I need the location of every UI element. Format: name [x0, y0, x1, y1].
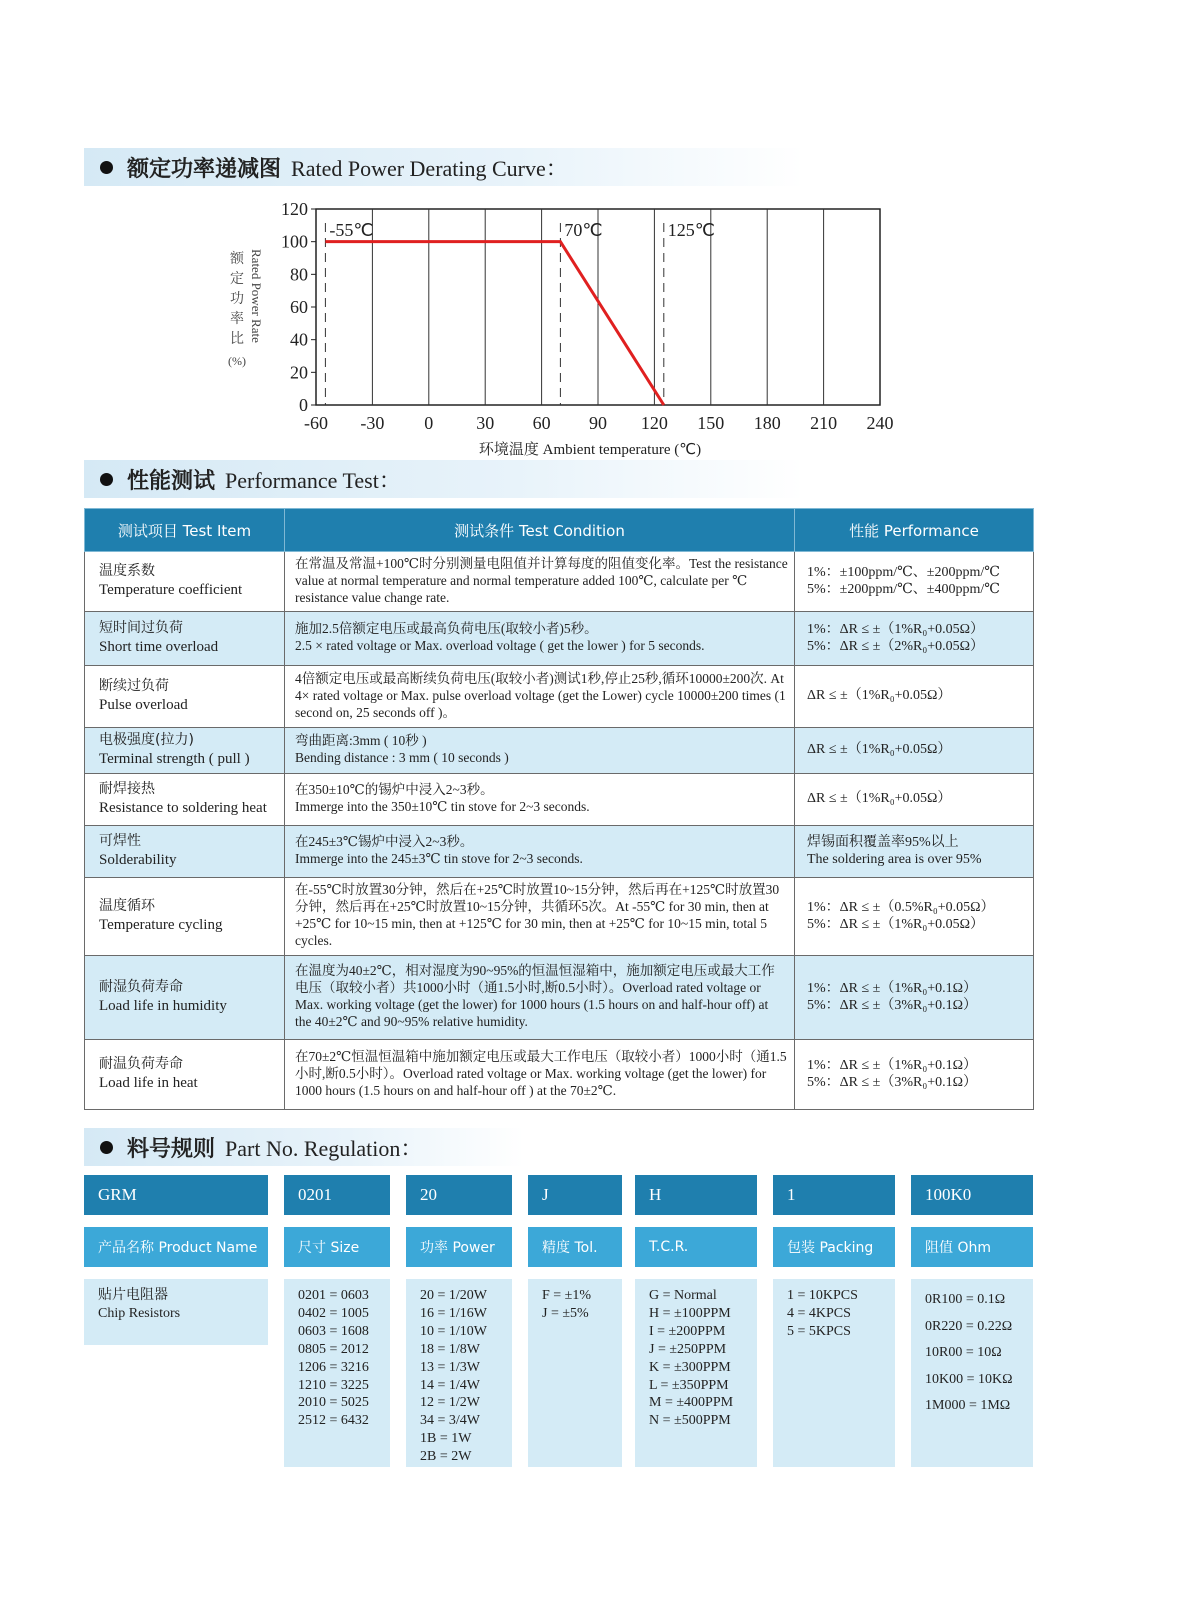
partno-value: G = Normal: [649, 1288, 717, 1303]
partno-label: 精度 Tol.: [528, 1227, 622, 1267]
x-tick-label: 210: [810, 413, 838, 433]
partno-value: 14 = 1/4W: [420, 1377, 480, 1393]
x-tick-label: 120: [640, 413, 668, 433]
x-tick-label: 90: [589, 413, 607, 433]
x-tick-label: 180: [753, 413, 781, 433]
test-item-cell: [85, 1039, 285, 1109]
test-item-en: Temperature cycling: [99, 916, 223, 933]
performance-value: ΔR ≤ ±（1%R₀+0.05Ω）: [807, 791, 952, 807]
marker-label: 125℃: [667, 220, 716, 240]
performance-cell: [795, 611, 1034, 665]
test-item-zh: 耐湿负荷寿命: [99, 979, 183, 995]
x-tick-label: 0: [424, 413, 434, 433]
test-item-cell: [85, 552, 285, 612]
table-row: [85, 611, 1034, 665]
partno-value: J = ±250PPM: [649, 1341, 727, 1357]
partno-value: 0402 = 1005: [298, 1305, 369, 1321]
x-tick-label: 240: [866, 413, 894, 433]
performance-value: 1%：ΔR ≤ ±（1%R₀+0.05Ω）: [807, 621, 985, 637]
partno-value: Chip Resistors: [98, 1305, 181, 1321]
performance-cell: [795, 877, 1034, 955]
x-tick-label: -30: [360, 413, 385, 433]
partno-value: 0805 = 2012: [298, 1341, 369, 1357]
table-header-row: [85, 509, 1034, 552]
partno-value: N = ±500PPM: [649, 1413, 731, 1429]
partno-value: 1 = 10KPCS: [787, 1288, 858, 1303]
partno-value: 4 = 4KPCS: [787, 1305, 851, 1321]
table-row: [85, 877, 1034, 955]
partno-values: [773, 1279, 895, 1467]
derating-title-en: Rated Power Derating Curve：: [291, 155, 568, 181]
test-item-en: Load life in humidity: [99, 997, 227, 1014]
y-axis-label-zh-char: 率: [230, 311, 244, 327]
partno-values: [406, 1279, 512, 1467]
performance-cell: [795, 1039, 1034, 1109]
x-tick-label: 150: [697, 413, 725, 433]
test-condition-text: 在70±2℃恒温恒温箱中施加额定电压或最大工作电压（取较小者）1000小时（通1.5小时,断0.5小时）。Overload rated voltage or Max. working voltage (get the lower) for 1000 hours (1.5 hours on and half-hour off ) at the 70±2℃.: [295, 1048, 787, 1098]
bullet-icon: [100, 1141, 113, 1154]
partno-code: 20: [406, 1175, 512, 1215]
table-row: [85, 773, 1034, 825]
partno-value: I = ±200PPM: [649, 1323, 726, 1339]
test-condition-cell: [285, 552, 795, 612]
table-row: [85, 727, 1034, 773]
partno-value: 20 = 1/20W: [420, 1288, 487, 1303]
partno-value: 1M000 = 1MΩ: [925, 1398, 1011, 1414]
table-row: [85, 665, 1034, 727]
header-test-item: 测试项目 Test Item: [85, 509, 285, 552]
y-axis-label-en: Rated Power Rate: [249, 249, 264, 343]
y-tick-label: 0: [299, 395, 308, 415]
table-row: [85, 1039, 1034, 1109]
partno-code: GRM: [84, 1175, 268, 1215]
performance-cell: [795, 773, 1034, 825]
partno-values: [84, 1279, 268, 1345]
test-condition-text: 弯曲距离:3mm ( 10秒 ): [295, 733, 427, 749]
test-condition-text: 在245±3℃锡炉中浸入2~3秒。: [295, 834, 474, 850]
test-condition-text: Bending distance : 3 mm ( 10 seconds ): [295, 750, 509, 766]
partno-code: J: [528, 1175, 622, 1215]
performance-cell: [795, 727, 1034, 773]
test-item-zh: 电极强度(拉力): [99, 732, 194, 748]
performance-value: 1%：±100ppm/℃、±200ppm/℃: [807, 564, 1000, 580]
partno-column: [406, 1175, 512, 1467]
x-tick-label: 60: [532, 413, 551, 433]
partno-code: 100K0: [911, 1175, 1033, 1215]
test-item-zh: 温度循环: [99, 898, 155, 914]
y-tick-label: 40: [290, 329, 308, 350]
test-condition-text: 在常温及常温+100℃时分别测量电阻值并计算每度的阻值变化率。Test the resistance value at normal temperature and normal temperature added 100℃, calculate per ℃ resistance value change rate.: [295, 556, 788, 605]
y-axis-label-zh-char: 额: [230, 251, 244, 267]
partno-code: H: [635, 1175, 757, 1215]
test-item-en: Temperature coefficient: [99, 581, 243, 598]
marker-label: 70℃: [564, 220, 603, 240]
partno-value: 10R00 = 10Ω: [925, 1345, 1002, 1361]
derating-section-title: [84, 148, 804, 186]
partno-title-en: Part No. Regulation：: [225, 1135, 423, 1161]
header-test-condition: 测试条件 Test Condition: [285, 509, 795, 552]
partno-value: 1206 = 3216: [298, 1359, 369, 1375]
test-condition-text: Immerge into the 350±10℃ tin stove for 2~3 seconds.: [295, 799, 590, 815]
test-item-zh: 短时间过负荷: [99, 620, 183, 636]
partno-value: J = ±5%: [542, 1305, 589, 1321]
partno-values: [284, 1279, 390, 1467]
test-condition-text: 2.5 × rated voltage or Max. overload voltage ( get the lower ) for 5 seconds.: [295, 638, 705, 654]
test-item-zh: 温度系数: [99, 563, 155, 580]
partno-value: K = ±300PPM: [649, 1359, 731, 1375]
performance-value: 5%：ΔR ≤ ±（2%R₀+0.05Ω）: [807, 639, 985, 655]
test-item-cell: [85, 611, 285, 665]
partno-value: 13 = 1/3W: [420, 1359, 480, 1375]
performance-value: ΔR ≤ ±（1%R₀+0.05Ω）: [807, 742, 952, 758]
partno-value: 18 = 1/8W: [420, 1341, 480, 1357]
partno-column: [284, 1175, 390, 1467]
test-item-zh: 耐焊接热: [99, 781, 155, 797]
performance-cell: [795, 955, 1034, 1039]
partno-column: [635, 1175, 757, 1467]
performance-value: 1%：ΔR ≤ ±（1%R₀+0.1Ω）: [807, 1057, 978, 1073]
y-tick-label: 120: [281, 199, 308, 219]
bullet-icon: [100, 473, 113, 486]
performance-value: 5%：ΔR ≤ ±（3%R₀+0.1Ω）: [807, 998, 978, 1014]
partno-value: 贴片电阻器: [98, 1287, 168, 1303]
test-item-zh: 可焊性: [99, 833, 141, 849]
test-item-en: Short time overload: [99, 638, 219, 655]
performance-value: 1%：ΔR ≤ ±（1%R₀+0.1Ω）: [807, 980, 978, 996]
partno-value: 1B = 1W: [420, 1431, 472, 1447]
bullet-icon: [100, 161, 113, 174]
test-item-en: Terminal strength ( pull ): [99, 750, 250, 767]
performance-table: [84, 508, 1034, 1110]
test-item-zh: 断续过负荷: [99, 678, 169, 694]
test-condition-cell: [285, 727, 795, 773]
table-row: [85, 552, 1034, 612]
partno-value: 2010 = 5025: [298, 1395, 369, 1411]
partno-value: H = ±100PPM: [649, 1305, 731, 1321]
partno-values: [911, 1279, 1033, 1467]
y-tick-label: 80: [290, 264, 308, 285]
partno-values: [528, 1279, 622, 1467]
test-condition-text: 在温度为40±2℃，相对湿度为90~95%的恒温恒湿箱中，施加额定电压或最大工作电压（取较小者）共1000小时（通1.5小时,断0.5小时）。Overload rated voltage or Max. working voltage (get the lower) for 1000 hours (1.5 hours on and half-hour off) at the 40±2℃ and 90~95% relative humidity.: [295, 963, 775, 1029]
partno-value: 0603 = 1608: [298, 1323, 369, 1339]
test-condition-cell: [285, 825, 795, 877]
partno-title-zh: 料号规则: [127, 1136, 216, 1162]
table-row: [85, 955, 1034, 1039]
partno-value: 0201 = 0603: [298, 1288, 369, 1303]
performance-value: 5%：ΔR ≤ ±（1%R₀+0.05Ω）: [807, 917, 985, 933]
test-condition-text: Immerge into the 245±3℃ tin stove for 2~3 seconds.: [295, 851, 583, 867]
performance-value: 5%：ΔR ≤ ±（3%R₀+0.1Ω）: [807, 1075, 978, 1091]
partno-label: 阻值 Ohm: [911, 1227, 1033, 1267]
derating-title-zh: 额定功率递减图: [127, 156, 282, 182]
partno-value: 16 = 1/16W: [420, 1305, 487, 1321]
partno-column: [911, 1175, 1033, 1467]
test-condition-text: 4倍额定电压或最高断续负荷电压(取较小者)测试1秒,停止25秒,循环10000±200次. At 4× rated voltage or Max. pulse overload voltage (get the Lower) cycle 10000±200 times (1 second on, 25 seconds off )。: [295, 670, 786, 720]
performance-value: 1%：ΔR ≤ ±（0.5%R₀+0.05Ω）: [807, 899, 995, 915]
partno-code: 1: [773, 1175, 895, 1215]
partno-value: 10 = 1/10W: [420, 1323, 487, 1339]
performance-cell: [795, 552, 1034, 612]
y-axis-label-zh-char: 定: [230, 271, 244, 287]
partno-code: 0201: [284, 1175, 390, 1215]
test-item-en: Pulse overload: [99, 696, 188, 713]
test-item-en: Solderability: [99, 851, 177, 868]
test-item-cell: [85, 665, 285, 727]
partno-label: 产品名称 Product Name: [84, 1227, 268, 1267]
test-condition-cell: [285, 773, 795, 825]
test-condition-text: 在-55℃时放置30分钟，然后在+25℃时放置10~15分钟，然后再在+125℃时放置30分钟，然后再在+25℃时放置10~15分钟，共循环5次。At -55℃ for 30 min, then at +25℃ for 10~15 min, then at +125℃ for 30 min, then at +25℃ for 10~15 min, total 5 cycles.: [295, 882, 780, 948]
partno-value: L = ±350PPM: [649, 1377, 729, 1393]
table-row: [85, 825, 1034, 877]
partno-label: T.C.R.: [635, 1227, 757, 1267]
test-condition-cell: [285, 611, 795, 665]
performance-section-title: [84, 460, 804, 498]
derating-chart: [210, 195, 930, 465]
partno-label: 尺寸 Size: [284, 1227, 390, 1267]
partno-value: 2B = 2W: [420, 1449, 472, 1465]
marker-label: -55℃: [329, 220, 374, 240]
partno-value: 10K00 = 10KΩ: [925, 1371, 1013, 1387]
y-tick-label: 60: [290, 297, 308, 317]
partno-value: 0R100 = 0.1Ω: [925, 1292, 1006, 1307]
test-item-cell: [85, 955, 285, 1039]
partno-column: [528, 1175, 622, 1467]
partno-label: 功率 Power: [406, 1227, 512, 1267]
partno-values: [635, 1279, 757, 1467]
partno-label: 包装 Packing: [773, 1227, 895, 1267]
x-tick-label: 30: [476, 413, 495, 433]
x-tick-label: -60: [304, 413, 328, 433]
test-condition-cell: [285, 955, 795, 1039]
test-item-cell: [85, 877, 285, 955]
test-condition-text: 施加2.5倍额定电压或最高负荷电压(取较小者)5秒。: [295, 621, 598, 637]
y-axis-label-zh-char: 功: [230, 291, 244, 307]
performance-title-zh: 性能测试: [127, 468, 216, 494]
y-axis-label-zh-char: 比: [230, 331, 244, 347]
test-condition-cell: [285, 1039, 795, 1109]
partno-section-title: [84, 1128, 524, 1166]
test-item-cell: [85, 727, 285, 773]
partno-column: [84, 1175, 268, 1345]
test-condition-text: 在350±10℃的锡炉中浸入2~3秒。: [295, 782, 494, 798]
partno-value: 12 = 1/2W: [420, 1395, 480, 1411]
y-axis-label-unit: (%): [228, 354, 246, 368]
partno-value: 2512 = 6432: [298, 1413, 369, 1429]
test-item-en: Resistance to soldering heat: [99, 799, 267, 816]
x-axis-label: 环境温度 Ambient temperature (℃): [478, 442, 702, 458]
test-item-en: Load life in heat: [99, 1074, 198, 1091]
performance-value: 5%：±200ppm/℃、±400ppm/℃: [807, 582, 1000, 598]
test-item-zh: 耐温负荷寿命: [99, 1056, 183, 1072]
test-item-cell: [85, 825, 285, 877]
y-tick-label: 100: [281, 231, 308, 252]
partno-value: 0R220 = 0.22Ω: [925, 1318, 1013, 1334]
test-condition-cell: [285, 665, 795, 727]
performance-title-en: Performance Test：: [225, 467, 401, 493]
partno-value: 5 = 5KPCS: [787, 1323, 851, 1339]
y-tick-label: 20: [290, 362, 308, 383]
partno-value: M = ±400PPM: [649, 1395, 734, 1411]
performance-value: ΔR ≤ ±（1%R₀+0.05Ω）: [807, 688, 952, 704]
performance-value: 焊锡面积覆盖率95%以上: [807, 834, 959, 850]
partno-column: [773, 1175, 895, 1467]
performance-cell: [795, 825, 1034, 877]
performance-value: The soldering area is over 95%: [807, 852, 982, 868]
header-performance: 性能 Performance: [795, 509, 1034, 552]
partno-value: F = ±1%: [542, 1288, 592, 1303]
test-condition-cell: [285, 877, 795, 955]
partno-value: 34 = 3/4W: [420, 1413, 480, 1429]
partno-value: 1210 = 3225: [298, 1377, 369, 1393]
test-item-cell: [85, 773, 285, 825]
performance-cell: [795, 665, 1034, 727]
